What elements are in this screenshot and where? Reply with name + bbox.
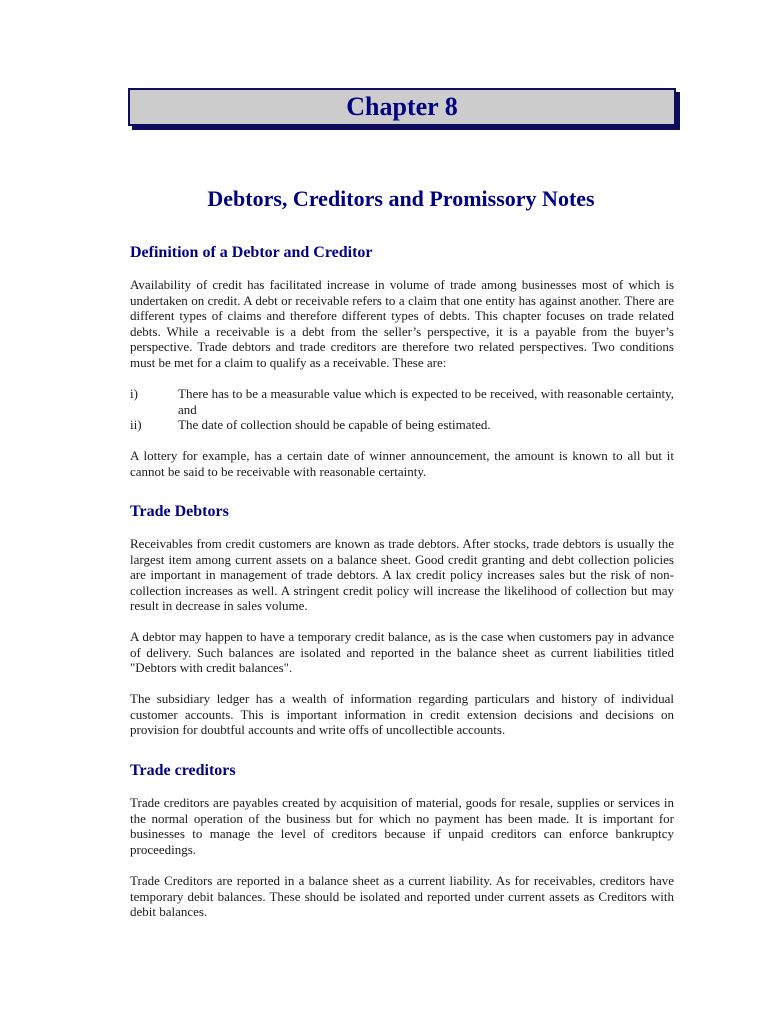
chapter-banner [128,88,676,126]
paragraph: A lottery for example, has a certain date of winner announcement, the amount is known to all but it cannot be said to be receivable with reasonable certainty. [130,448,674,479]
list-item [130,417,674,433]
paragraph: The subsidiary ledger has a wealth of information regarding particulars and history of individual customer accounts. This is important information in credit extension decisions and decisions on provision for doubtful accounts and write offs of uncollectible accounts. [130,691,674,738]
paragraph: Trade creditors are payables created by acquisition of material, goods for resale, supplies or services in the normal operation of the business but for which no payment has been made. It is important for businesses to manage the level of creditors because if unpaid creditors can enforce bankruptcy proceedings. [130,795,674,857]
paragraph: Trade Creditors are reported in a balance sheet as a current liability. As for receivables, creditors have temporary debit balances. These should be isolated and reported under current assets as Creditors with debit balances. [130,873,674,920]
section-heading-trade-creditors: Trade creditors [130,762,236,779]
list-item-text: The date of collection should be capable of being estimated. [178,417,491,433]
list-item-text: There has to be a measurable value which is expected to be received, with reasonable certainty, and [178,386,674,417]
paragraph: A debtor may happen to have a temporary credit balance, as is the case when customers pay in advance of delivery. Such balances are isolated and reported in the balance sheet as current liabilities titled "Debtors with credit balances". [130,629,674,676]
list-item [130,386,674,417]
paragraph: Availability of credit has facilitated increase in volume of trade among businesses most of which is undertaken on credit. A debt or receivable refers to a claim that one entity has against another. There are different types of claims and therefore different types of debts. This chapter focuses on trade related debts. While a receivable is a debt from the seller’s perspective, it is a payable from the buyer’s perspective. Trade debtors and trade creditors are therefore two related perspectives. Two conditions must be met for a claim to qualify as a receivable. These are: [130,277,674,370]
chapter-label: Chapter 8 [346,92,458,121]
chapter-title: Debtors, Creditors and Promissory Notes [207,186,595,211]
paragraph: Receivables from credit customers are known as trade debtors. After stocks, trade debtors is usually the largest item among current assets on a balance sheet. Good credit granting and debt collection policies are important in management of trade debtors. A lax credit policy increases sales but the risk of non-collection increases as well. A stringent credit policy will increase the likelihood of collection but may result in decrease in sales volume. [130,536,674,614]
conditions-list [130,386,674,433]
list-marker: ii) [130,417,142,433]
section-heading-trade-debtors: Trade Debtors [130,503,229,520]
list-marker: i) [130,386,138,401]
section-heading-definition: Definition of a Debtor and Creditor [130,244,373,261]
